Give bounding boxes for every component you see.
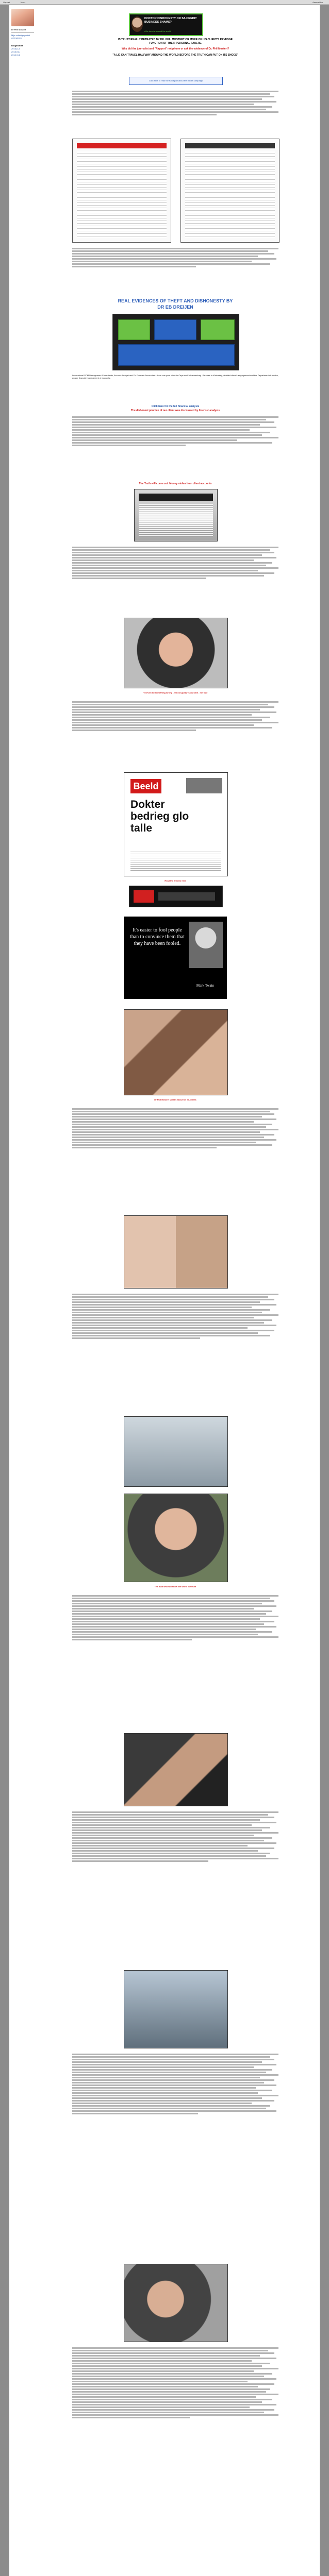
blog-page [9, 5, 320, 2576]
sidebar [11, 7, 37, 56]
caption-1: "I never did something wrong - I'm not guilty" says Smit - not true [143, 691, 208, 694]
archive-item[interactable]: 2015 (31) [11, 50, 21, 53]
beeld-logo: Beeld [130, 779, 161, 793]
body-text-block-8 [72, 1810, 278, 1965]
banner-subtitle: A lie travels around the world [144, 30, 171, 32]
man-portrait-photo [124, 1494, 228, 1582]
section-title-2: DR EB DREIJEN [157, 304, 193, 310]
intro-question: Why did the journalist and "Rapport" not phone or ask the evidence of Dr. Phil Mostert? [121, 47, 229, 50]
body-text-block-2 [72, 415, 278, 477]
profile-link[interactable]: Mijn volledige profiel weergeven [11, 34, 30, 39]
topbar-more-link[interactable]: Meer [21, 1, 26, 4]
web-banner [129, 886, 223, 907]
quote-text: It's easier to fool people than to convince them that they have been fooled. [129, 927, 185, 946]
intro-text-block [72, 90, 278, 136]
outdoor-photo [124, 1970, 228, 2048]
archive-item[interactable]: 2016 (12) [11, 47, 21, 50]
divider [11, 32, 34, 33]
portrait-photo [124, 618, 228, 688]
intro-line-1: IS TRUST REALLY BETRAYED BY DR. PHIL MOSTERT OR MORE OF HIS CLIENT'S REVENGE [118, 38, 233, 41]
topbar-signin-link[interactable]: Aanmelden [312, 1, 323, 4]
body-text-block-7 [72, 1594, 278, 1728]
group-photo [124, 1215, 228, 1289]
body-text-block-3 [72, 546, 278, 613]
intro-quote: "A LIE CAN TRAVEL HALFWAY AROUND THE WORLD BEFORE THE TRUTH CAN PUT ON ITS SHOES" [112, 54, 238, 57]
quote-author: Mark Twain [196, 984, 215, 988]
couple-photo [124, 1009, 228, 1095]
section-paragraph: International SCM Management Consultants, Account Analyst and Dr. Forensic Accountant - from one your client to Cape and Johannesburg. Services in Kimberley, detailed client's engagement and the Department of Justice, proper financial management of accounts. [72, 374, 278, 379]
topbar-post-link[interactable]: Gepost [3, 1, 10, 4]
body-text-block-10 [72, 2346, 278, 2576]
body-text-block [72, 247, 278, 293]
header-banner [129, 13, 203, 36]
body-text-block-6 [72, 1293, 278, 1411]
newspaper-clipping [134, 489, 218, 541]
caption-2[interactable]: Read the articles here [164, 879, 186, 882]
diagram-panel [112, 314, 239, 370]
red-statement-1: The dishonest practice of our client was discovered by forensic analysis [130, 409, 220, 412]
body-text-block-4 [72, 700, 278, 767]
red-statement-2: The Truth will come out: Money stolen from client accounts [139, 482, 212, 485]
archive-heading: Blogarchief [11, 44, 23, 47]
caption-3: Dr Phil Mostert speaks about his ex-clients [154, 1098, 196, 1101]
profile-avatar[interactable] [11, 9, 34, 26]
document-scan-left [72, 139, 171, 243]
banner-portrait [131, 16, 143, 32]
beeld-newspaper [124, 772, 228, 876]
archive-item[interactable]: 2014 (44) [11, 54, 21, 56]
family-photo [124, 1416, 228, 1487]
quote-image [124, 917, 227, 999]
report-link-box[interactable]: Click here to read the full report about the media campaign [129, 77, 223, 85]
analysis-link[interactable]: Click here for the full financial analysis [151, 405, 200, 408]
top-navigation-bar [0, 0, 329, 5]
profile-name[interactable]: Dr Phil Mostert [11, 28, 26, 31]
document-scan-right [180, 139, 279, 243]
interview-photo [124, 2264, 228, 2342]
beeld-headline: Dokter bedrieg glo talle [130, 799, 189, 834]
body-text-block-9 [72, 2053, 278, 2259]
section-title: REAL EVIDENCES OF THEFT AND DISHONESTY BY [118, 298, 233, 303]
event-photo [124, 1733, 228, 1806]
intro-line-2: FUNCTION OF THEIR PERSONAL FAULTS. [149, 42, 202, 45]
body-text-block-5 [72, 1107, 278, 1210]
banner-title: DOCTOR DISHONESTY OR SA CREDIT BUSINESS SHAMS? [144, 17, 197, 24]
caption-4: The man who will show the world the truth [154, 1585, 196, 1588]
